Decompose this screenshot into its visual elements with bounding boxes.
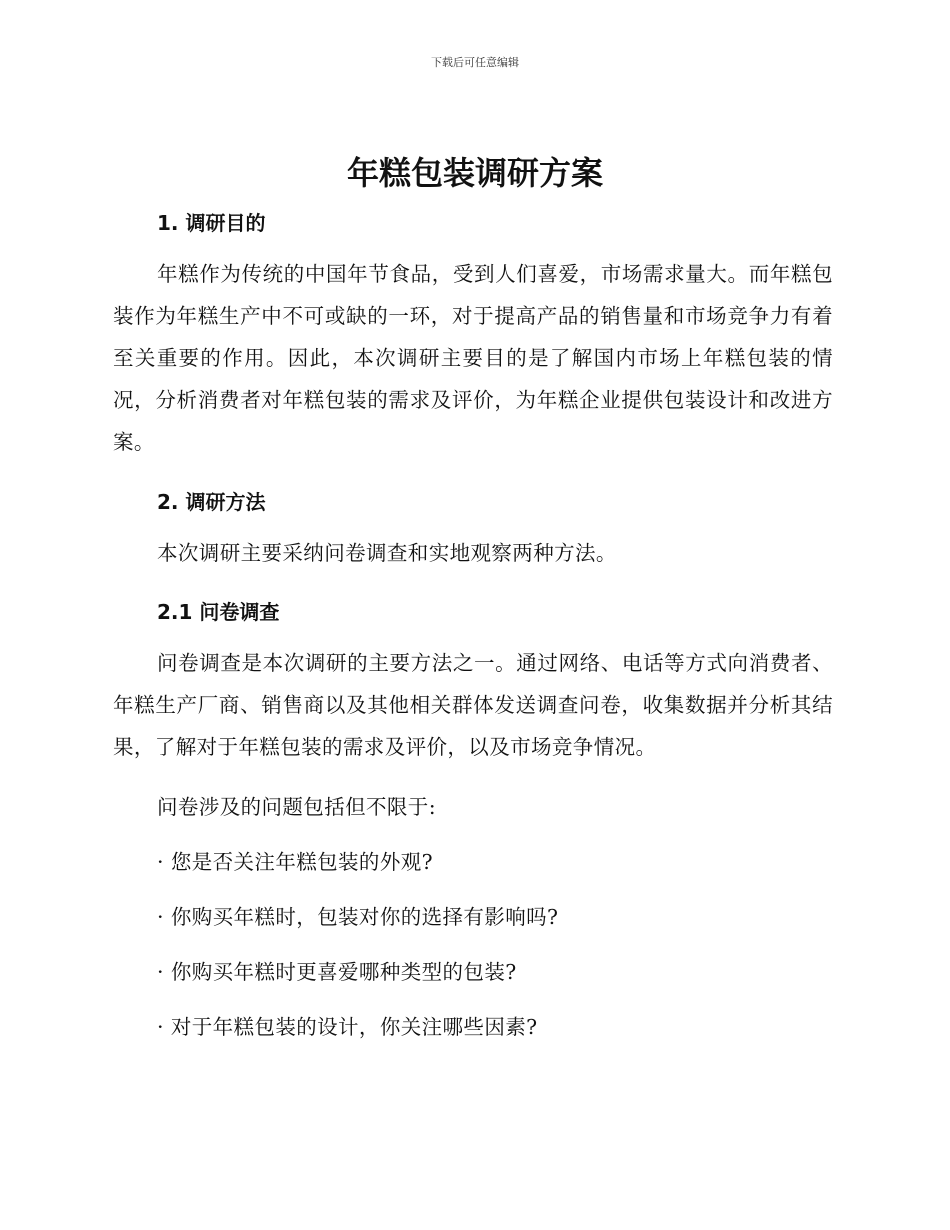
questions-intro: 问卷涉及的问题包括但不限于: [157, 795, 437, 819]
paragraph-purpose: 年糕作为传统的中国年节食品，受到人们喜爱，市场需求量大。而年糕包装作为年糕生产中不可或缺的一环，对于提高产品的销售量和市场竞争力有着至关重要的作用。因此，本次调研主要目的是了解国内市场上年糕包装的情况，分析消费者对年糕包装的需求及评价，为年糕企业提供包装设计和改进方案。 [113, 262, 833, 454]
section-heading-method: 2. 调研方法 [157, 490, 266, 514]
paragraph-method: 本次调研主要采纳问卷调查和实地观察两种方法。 [157, 541, 617, 565]
paragraph-questionnaire: 问卷调查是本次调研的主要方法之一。通过网络、电话等方式向消费者、年糕生产厂商、销售商以及其他相关群体发送调查问卷，收集数据并分析其结果，了解对于年糕包装的需求及评价，以及市场竞争情况。 [113, 651, 833, 759]
list-item-question-2: · 你购买年糕时，包装对你的选择有影响吗? [157, 905, 559, 929]
document-title: 年糕包装调研方案 [346, 154, 603, 192]
list-item-question-3: · 你购买年糕时更喜爱哪种类型的包装? [157, 960, 517, 984]
list-item-question-1: · 您是否关注年糕包装的外观? [157, 850, 434, 874]
list-item-question-4: · 对于年糕包装的设计，你关注哪些因素? [157, 1015, 538, 1039]
section-heading-purpose: 1. 调研目的 [157, 211, 266, 235]
header-note: 下载后可任意编辑 [431, 56, 519, 69]
section-heading-questionnaire: 2.1 问卷调查 [157, 600, 280, 624]
